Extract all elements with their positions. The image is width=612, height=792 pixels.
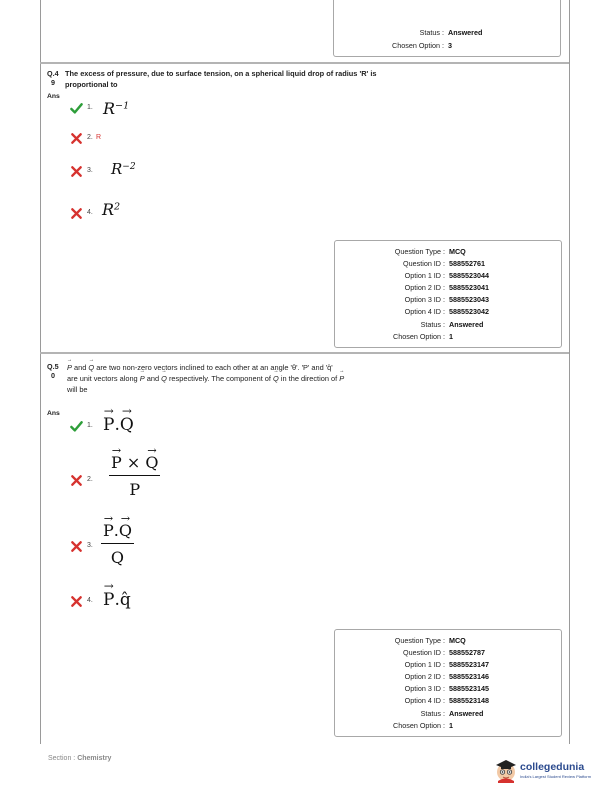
chosen-option-label: Chosen Option : xyxy=(392,41,444,50)
question-number-line1: Q.4 xyxy=(47,69,59,78)
chosen-option-value: 3 xyxy=(448,41,452,50)
question-number-line2: 9 xyxy=(51,78,55,87)
logo-tagline: India's Largest Student Review Platform xyxy=(520,774,592,779)
question-number-line1: Q.5 xyxy=(47,362,59,371)
question-text xyxy=(65,68,377,90)
option-number: 2. xyxy=(87,476,93,483)
info-row: Option 4 ID : 5885523042 xyxy=(404,307,489,316)
chosen-option-row xyxy=(334,40,560,52)
info-row: Option 3 ID : 5885523043 xyxy=(404,295,489,304)
answer-label: Ans xyxy=(47,410,60,417)
section-value: Chemistry xyxy=(77,755,112,762)
wrong-cross-icon xyxy=(70,474,83,487)
info-row: Option 2 ID : 5885523041 xyxy=(404,283,489,292)
info-row: Option 4 ID : 5885523148 xyxy=(404,696,489,705)
wrong-cross-icon xyxy=(70,540,83,553)
logo-name: collegedunia xyxy=(520,761,585,773)
option-math: → P.→ Q xyxy=(103,415,134,435)
option-math: $R^{-1}$ xyxy=(103,99,130,118)
section-footer xyxy=(48,755,111,762)
info-row: Question Type : MCQ xyxy=(394,247,466,256)
option-number: 1. xyxy=(87,422,93,429)
prev-question-info-box xyxy=(333,0,561,57)
section-label: Section : xyxy=(48,755,76,762)
question-text: → P and → Q are two non-zero vectors inclined to each other at an angle 'θ'. 'P' and 'q̂' are unit vectors along → P and → Q respectively. The component of → Q in the direction of → P will be xyxy=(67,362,344,395)
info-row: Question ID : 588552761 xyxy=(403,259,485,268)
info-row: Question Type : MCQ xyxy=(394,636,466,645)
option-math: → P.q̂ xyxy=(103,590,131,610)
graduate-mascot-icon xyxy=(493,757,519,783)
question-number xyxy=(47,69,59,87)
option-math: $R^2$ xyxy=(102,200,121,219)
fraction-denominator: P xyxy=(129,480,141,499)
info-row: Option 1 ID : 5885523147 xyxy=(404,660,489,669)
option-number: 2. xyxy=(87,134,93,141)
info-row: Status : Answered xyxy=(420,320,484,329)
fraction-numerator: → P.→ Q xyxy=(101,521,134,544)
option-number: 1. xyxy=(87,104,93,111)
option-3-fraction xyxy=(101,521,134,567)
info-row: Chosen Option : 1 xyxy=(393,721,453,730)
question-separator xyxy=(40,352,569,354)
info-row: Question ID : 588552787 xyxy=(403,648,485,657)
question-info-box xyxy=(334,240,562,348)
question-separator xyxy=(40,62,569,64)
option-number: 4. xyxy=(87,209,93,216)
wrong-cross-icon xyxy=(70,132,83,145)
fraction-numerator: → P × → Q xyxy=(109,453,160,476)
status-row xyxy=(334,27,560,39)
info-row: Option 1 ID : 5885523044 xyxy=(404,271,489,280)
option-number: 4. xyxy=(87,597,93,604)
info-row: Option 3 ID : 5885523145 xyxy=(404,684,489,693)
question-number xyxy=(47,362,59,380)
info-row: Chosen Option : 1 xyxy=(393,332,453,341)
fraction-denominator: Q xyxy=(110,548,125,567)
wrong-cross-icon xyxy=(70,207,83,220)
option-math: $R^{-2}$ xyxy=(111,160,136,178)
option-number: 3. xyxy=(87,167,93,174)
wrong-cross-icon xyxy=(70,165,83,178)
option-text: R xyxy=(96,134,102,141)
question-text-line1: The excess of pressure, due to surface tension, on a spherical liquid drop of radius 'R' is xyxy=(65,69,377,78)
collegedunia-logo xyxy=(493,757,605,783)
status-value: Answered xyxy=(448,28,483,37)
correct-check-icon xyxy=(70,420,83,433)
question-info-box xyxy=(334,629,562,737)
option-2-fraction xyxy=(109,453,160,499)
info-row: Option 2 ID : 5885523146 xyxy=(404,672,489,681)
info-row: Status : Answered xyxy=(420,709,484,718)
question-text-line2: proportional to xyxy=(65,80,118,89)
correct-check-icon xyxy=(70,102,83,115)
answer-label: Ans xyxy=(47,93,60,100)
status-label: Status : xyxy=(419,28,444,37)
option-number: 3. xyxy=(87,542,93,549)
question-number-line2: 0 xyxy=(51,371,55,380)
wrong-cross-icon xyxy=(70,595,83,608)
